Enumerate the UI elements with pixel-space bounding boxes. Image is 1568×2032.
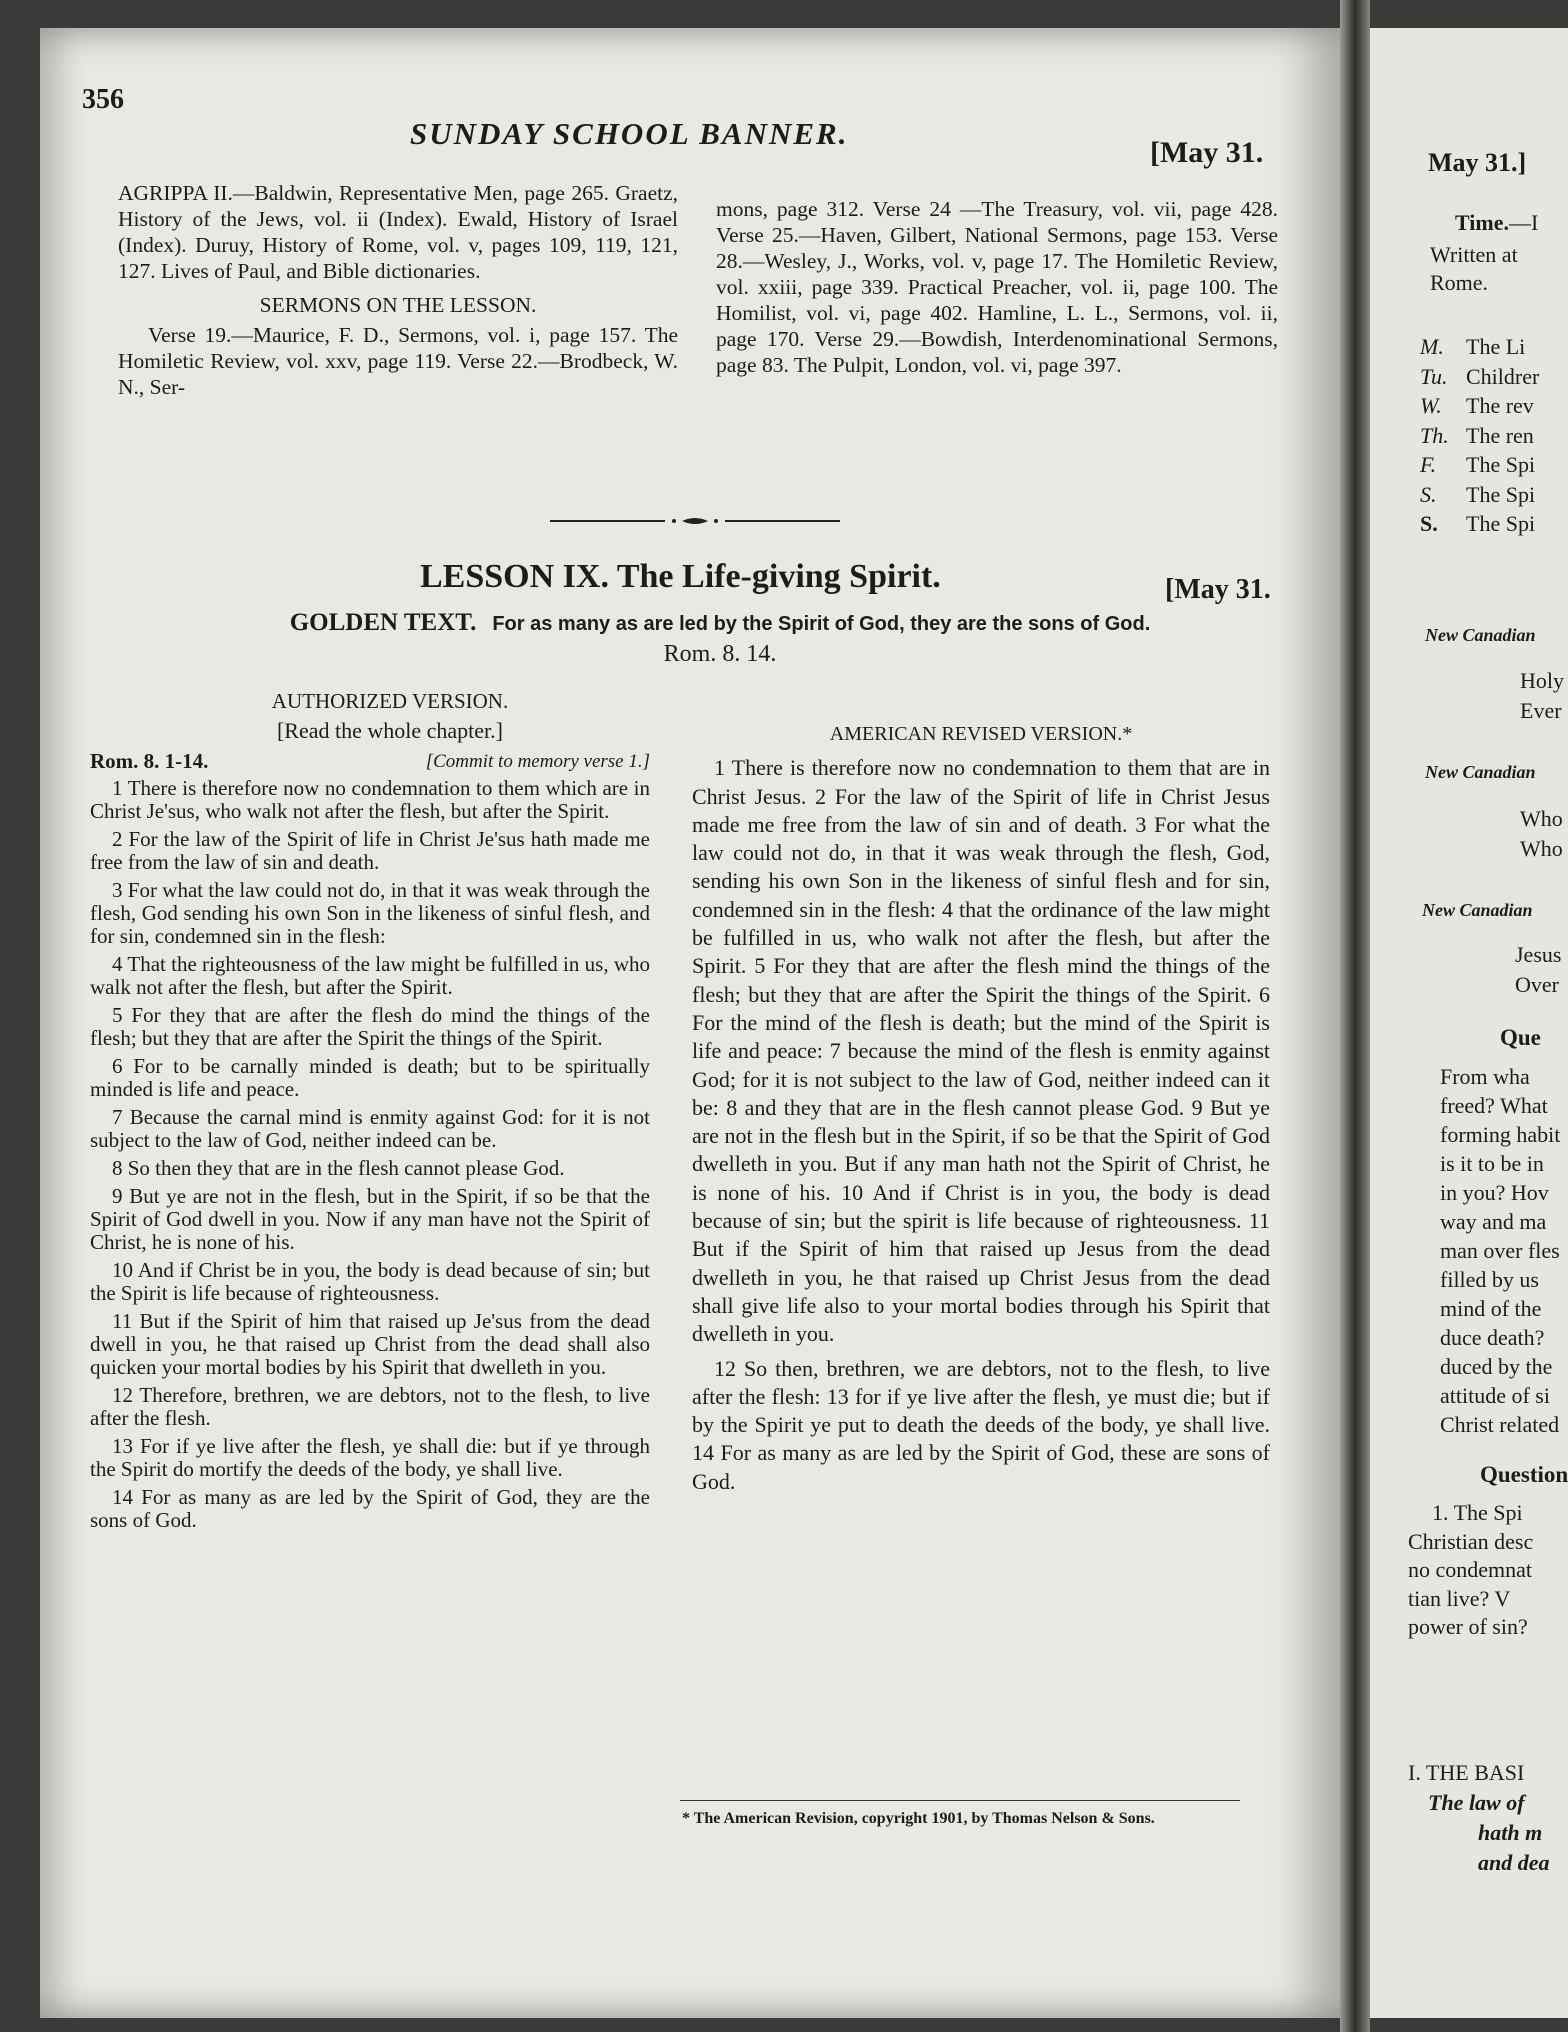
- right-text-line: no condemnat: [1408, 1557, 1533, 1582]
- right-written: Written at: [1430, 242, 1518, 267]
- right-day-label: W.: [1420, 393, 1442, 418]
- right-day-label: M.: [1420, 334, 1444, 359]
- av-note: [Read the whole chapter.]: [276, 718, 503, 743]
- right-hymn1-label: New Canadian: [1425, 625, 1536, 645]
- right-day-row: [1420, 364, 1539, 390]
- right-day-row: [1420, 482, 1535, 508]
- right-time: [1455, 210, 1538, 236]
- right-text-line: and dea: [1478, 1850, 1550, 1875]
- right-day-text: Childrer: [1466, 363, 1540, 389]
- right-text-line: forming habit: [1440, 1122, 1561, 1147]
- right-day-text: The rev: [1466, 393, 1534, 418]
- right-text-line: The law of: [1428, 1790, 1525, 1815]
- golden-text: [180, 608, 1260, 669]
- lesson-title: LESSON IX. The Life-giving Spirit.: [420, 558, 941, 595]
- av-verse: 7 Because the carnal mind is enmity against God: for it is not subject to the law of God, neither indeed can be.: [90, 1105, 650, 1152]
- right-hymn2-label: New Canadian: [1425, 762, 1536, 782]
- av-verse: 5 For they that are after the flesh do mind the things of the flesh; but they that are after the Spirit the things of the Spirit.: [90, 1003, 650, 1050]
- right-text-line: 1. The Spi: [1432, 1500, 1523, 1525]
- right-day-label: Tu.: [1420, 363, 1448, 389]
- references-left: [118, 180, 678, 400]
- av-verse: 4 That the righteousness of the law might be fulfilled in us, who walk not after the flesh, but after the Spirit.: [90, 952, 650, 999]
- right-day-text: The Spi: [1466, 511, 1536, 536]
- right-text-line: in you? Hov: [1440, 1180, 1549, 1205]
- av-verse: 8 So then they that are in the flesh cannot please God.: [112, 1156, 565, 1180]
- page-number: 356: [82, 84, 124, 115]
- right-text-line: freed? What: [1440, 1093, 1548, 1118]
- sermons-heading: SERMONS ON THE LESSON.: [259, 293, 537, 317]
- right-page: [1370, 28, 1568, 2018]
- right-hymn2-line2: Who: [1520, 836, 1563, 861]
- revised-version: [692, 720, 1270, 1502]
- right-text-line: hath m: [1478, 1820, 1543, 1845]
- right-day-text: The Spi: [1466, 452, 1536, 477]
- right-day-row: [1420, 334, 1525, 360]
- right-hymn3-label: New Canadian: [1422, 900, 1533, 920]
- right-day-row: [1420, 511, 1535, 537]
- av-verse: 1 There is therefore now no condemnation to them which are in Christ Je'sus, who walk not after the flesh, but after the Spirit.: [90, 776, 650, 823]
- right-text-line: duced by the: [1440, 1354, 1553, 1379]
- rv-footnote: * The American Revision, copyright 1901, by Thomas Nelson & Sons.: [682, 1810, 1155, 1827]
- sermons-left-text: Verse 19.—Maurice, F. D., Sermons, vol. i, page 157. The Homiletic Review, vol. xxv, page 119. Verse 22.—Brodbeck, W. N., Ser-: [118, 323, 678, 399]
- av-verse: 10 And if Christ be in you, the body is dead because of sin; but the Spirit is life because of righteousness.: [90, 1258, 650, 1305]
- av-verse: 3 For what the law could not do, in that it was weak through the flesh, God sending his own Son in the likeness of sinful flesh, and for sin, condemned sin in the flesh:: [90, 878, 650, 948]
- av-verse: 13 For if ye live after the flesh, ye shall die: but if ye through the Spirit do mortify the deeds of the body, ye shall live.: [90, 1434, 650, 1481]
- rv-para-1: 1 There is therefore now no condemnation to them that are in Christ Jesus. 2 For the law of the Spirit of life in Christ Jesus made me free from the law of sin and of death. 3 For what the law could not do, in that it was weak through the flesh, God, sending his own Son in the likeness of sinful flesh and for sin, condemned sin in the flesh: 4 that the ordinance of the law might be fulfilled in us, who walk not after the flesh, but after the Spirit. 5 For they that are after the flesh mind the things of the flesh; but they that are after the Spirit the things of the Spirit. 6 For the mind of the flesh is death; but the mind of the Spirit is life and peace: 7 because the mind of the flesh is enmity against God; for it is not subject to the law of God, neither indeed can it be: 8 and they that are in the flesh cannot please God. 9 But ye are not in the flesh but in the Spirit, if so be that the Spirit of God dwelleth in you. But if any man hath not the Spirit of Christ, he is none of his. 10 And if Christ is in you, the body is dead because of sin; but the spirit is life because of righteousness. 11 But if the Spirit of him that raised up Jesus from the dead dwelleth in you, he that raised up Christ Jesus from the dead shall give life also to your mortal bodies through his Spirit that dwelleth in you.: [692, 755, 1270, 1347]
- right-text-line: mind of the: [1440, 1296, 1542, 1321]
- right-day-row: [1420, 393, 1534, 419]
- golden-text-ref: Rom. 8. 14.: [663, 641, 777, 667]
- right-question-heading: Question: [1480, 1462, 1568, 1487]
- right-hymn1-line1: Holy: [1520, 668, 1564, 693]
- right-text-line: attitude of si: [1440, 1383, 1550, 1408]
- av-commit: [Commit to memory verse 1.]: [425, 751, 650, 772]
- av-verse: 9 But ye are not in the flesh, but in the Spirit, if so be that the Spirit of God dwell in you. Now if any man have not the Spirit of Christ, he is none of his.: [90, 1184, 650, 1254]
- right-text-line: Christ related: [1440, 1412, 1560, 1437]
- av-ref-row: [90, 750, 650, 773]
- right-day-label: S.: [1420, 481, 1437, 507]
- lesson-date: [May 31.: [1165, 574, 1271, 605]
- right-hymn3-line2: Over: [1515, 972, 1559, 997]
- right-rome: Rome.: [1430, 270, 1489, 295]
- right-day-text: The Spi: [1466, 481, 1536, 507]
- footnote-rule: [680, 1800, 1240, 1801]
- header-date: [May 31.: [1150, 136, 1264, 169]
- right-day-text: The Li: [1466, 334, 1526, 359]
- references-right-text: mons, page 312. Verse 24 —The Treasury, vol. vii, page 428. Verse 25.—Haven, Gilbert, National Sermons, page 153. Verse 28.—Wesley, J., Works, vol. v, page 17. The Homiletic Review, vol. xxiii, page 339. Practical Preacher, vol. ii, page 100. The Homilist, vol. vi, page 402. Hamline, L. L., Sermons, vol. ii, page 170. Verse 29.—Bowdish, Interdenominational Sermons, page 83. The Pulpit, London, vol. vi, page 397.: [716, 197, 1278, 377]
- right-time-label: Time.: [1455, 210, 1509, 235]
- right-text-line: filled by us: [1440, 1267, 1539, 1292]
- right-day-label: Th.: [1420, 422, 1449, 448]
- av-verse: 12 Therefore, brethren, we are debtors, not to the flesh, to live after the flesh.: [90, 1383, 650, 1430]
- right-page-date: May 31.]: [1428, 148, 1527, 177]
- right-time-text: —I: [1508, 210, 1539, 235]
- right-hymn3-line1: Jesus: [1515, 942, 1562, 967]
- av-verse: 11 But if the Spirit of him that raised up Je'sus from the dead dwell in you, he that raised up Christ from the dead shall also quicken your mortal bodies by his Spirit that dwelleth in you.: [90, 1309, 650, 1379]
- right-day-row: [1420, 452, 1535, 478]
- right-text-line: From wha: [1440, 1064, 1530, 1089]
- right-text-line: tian live? V: [1408, 1585, 1511, 1611]
- references-right: [716, 196, 1278, 378]
- book-gutter: [1340, 0, 1370, 2032]
- golden-text-body: For as many as are led by the Spirit of God, they are the sons of God.: [492, 613, 1151, 635]
- right-text-line: duce death?: [1440, 1325, 1545, 1350]
- right-text-line: power of sin?: [1408, 1614, 1528, 1639]
- av-verse: 2 For the law of the Spirit of life in Christ Je'sus hath made me free from the law of sin and death.: [90, 827, 650, 874]
- rv-heading: AMERICAN REVISED VERSION.*: [829, 723, 1133, 745]
- running-head: SUNDAY SCHOOL BANNER.: [410, 116, 849, 151]
- right-text-line: way and ma: [1440, 1209, 1547, 1234]
- right-day-label: F.: [1420, 452, 1437, 477]
- right-day-text: The ren: [1466, 422, 1534, 448]
- divider-ornament: [550, 514, 840, 528]
- right-day-label: S.: [1420, 511, 1438, 536]
- right-basis: I. THE BASI: [1408, 1760, 1525, 1785]
- right-day-row: [1420, 423, 1534, 449]
- av-verses: [90, 777, 650, 1532]
- references-agrippa: AGRIPPA II.—Baldwin, Representative Men, page 265. Graetz, History of the Jews, vol. ii (Index). Ewald, History of Israel (Index). Duruy, History of Rome, vol. v, pages 109, 119, 121, 127. Lives of Paul, and Bible dictionaries.: [118, 181, 678, 283]
- right-hymn1-line2: Ever: [1520, 698, 1562, 723]
- right-text-line: man over fles: [1440, 1238, 1560, 1263]
- right-hymn2-line1: Who: [1520, 806, 1563, 831]
- av-verse: 14 For as many as are led by the Spirit of God, they are the sons of God.: [90, 1485, 650, 1532]
- authorized-version: [90, 690, 650, 1537]
- av-heading: AUTHORIZED VERSION.: [271, 689, 509, 713]
- right-que-heading: Que: [1500, 1025, 1541, 1050]
- av-verse: 6 For to be carnally minded is death; but to be spiritually minded is life and peace.: [90, 1054, 650, 1101]
- av-ref: Rom. 8. 1-14.: [90, 749, 209, 773]
- golden-text-label: GOLDEN TEXT.: [289, 609, 477, 636]
- rv-para-2: 12 So then, brethren, we are debtors, not to the flesh, to live after the flesh: 13 for if ye live after the flesh, ye must die; but if by the Spirit ye put to death the deeds of the body, ye shall live. 14 For as many as are led by the Spirit of God, these are sons of God.: [692, 1355, 1270, 1494]
- right-text-line: Christian desc: [1408, 1528, 1534, 1554]
- right-text-line: is it to be in: [1440, 1151, 1544, 1176]
